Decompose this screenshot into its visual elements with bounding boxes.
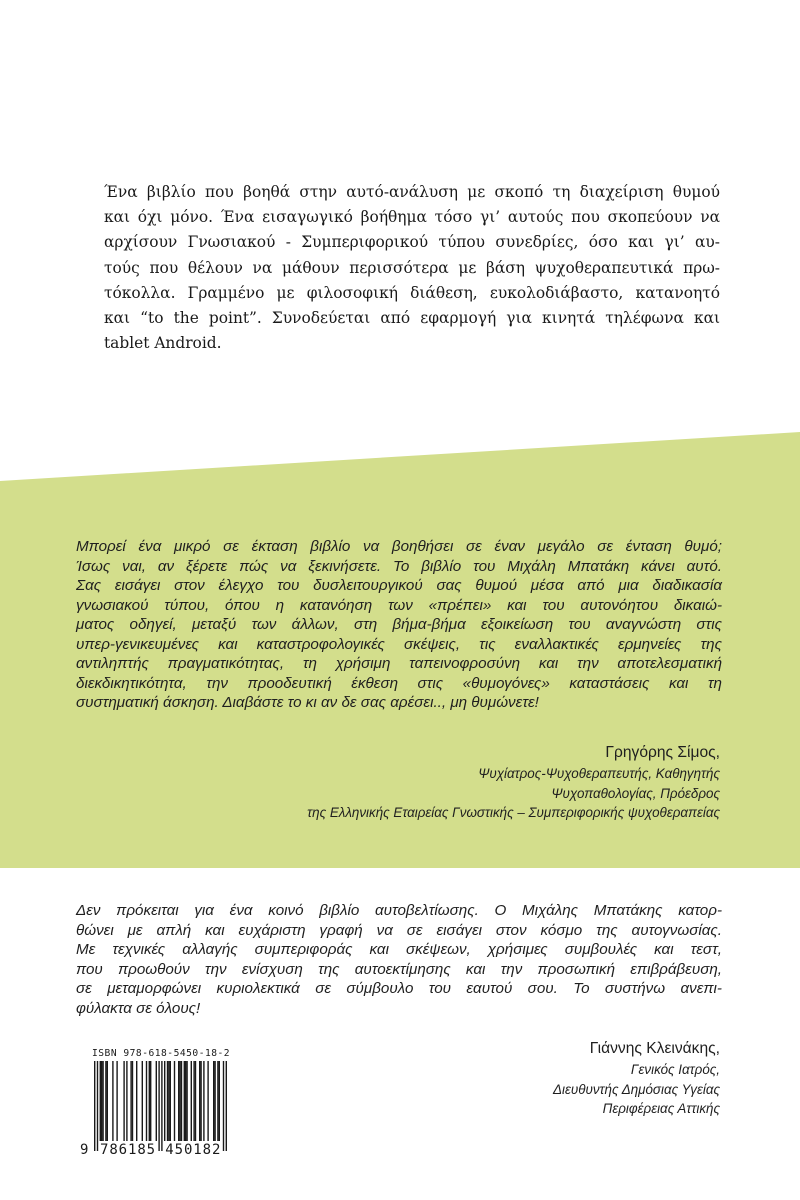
barcode-bar bbox=[136, 1061, 137, 1141]
barcode-bar bbox=[158, 1061, 159, 1151]
quote2-line: θώνει με απλή και ευχάριστη γραφή να σε εισάγει στον κόσμο της αυτογνωσίας. bbox=[76, 921, 722, 939]
quote1-line: Σας εισάγει στον έλεγχο του δυσλειτουργικού σας θυμού μέσα από μια διαδικασία bbox=[76, 577, 722, 594]
barcode-bar bbox=[156, 1061, 157, 1141]
quote2-line: σε μεταμορφώνει κυριολεκτικά σε σύμβουλο του εαυτού σου. Το συστήνω ανεπι- bbox=[76, 980, 722, 998]
barcode-bar bbox=[219, 1061, 220, 1141]
barcode-bar bbox=[150, 1061, 151, 1141]
barcode-bar bbox=[174, 1061, 175, 1141]
book-description bbox=[104, 180, 720, 356]
endorsement-signature-2 bbox=[553, 1038, 720, 1119]
barcode-bar bbox=[178, 1061, 179, 1141]
barcode-bar bbox=[142, 1061, 143, 1141]
isbn-first-digit: 9 bbox=[80, 1142, 89, 1158]
author-role: Διευθυντής Δημόσιας Υγείας bbox=[553, 1081, 720, 1097]
barcode-bar bbox=[193, 1061, 194, 1141]
author-role: Περιφέρειας Αττικής bbox=[602, 1101, 720, 1116]
quote1-line: ματος οδηγεί, μεταξύ των άλλων, στη βήμα-βήμα εξοικείωση του αναγνώστη στις bbox=[76, 616, 722, 633]
barcode-bar bbox=[185, 1061, 186, 1141]
barcode-bar bbox=[105, 1061, 106, 1141]
barcode-bar bbox=[195, 1061, 196, 1141]
barcode-bar bbox=[132, 1061, 133, 1141]
quote1-line: διεκδικητικότητα, την προοδευτική έκθεση στις «θυμογόνες» καταστάσεις και τη bbox=[76, 674, 722, 692]
quote1-line: συστηματική άσκηση. Διαβάστε το κι αν δε σας αρέσει.., μη θυμώνετε! bbox=[76, 694, 539, 711]
quote1-line: Μπορεί ένα μικρό σε έκταση βιβλίο να βοηθήσει σε έναν μεγάλο σε ένταση θυμό; bbox=[76, 538, 722, 555]
barcode-bar bbox=[123, 1061, 124, 1141]
author-name: Γρηγόρης Σίμος, bbox=[605, 744, 720, 761]
isbn-digits: 786185 450182 bbox=[100, 1142, 222, 1158]
barcode-bar bbox=[167, 1061, 168, 1141]
barcode-bar bbox=[203, 1061, 204, 1141]
barcode-bar bbox=[179, 1061, 180, 1141]
quote2-line: Με τεχνικές αλλαγής συμπεριφοράς και σκέψεων, χρήσιμες συμβουλές και τεστ, bbox=[76, 941, 722, 959]
endorsement-quote-1 bbox=[76, 537, 722, 713]
endorsement-quote-2 bbox=[76, 901, 722, 1019]
barcode-bar bbox=[191, 1061, 192, 1141]
barcode-bar bbox=[199, 1061, 200, 1141]
quote1-line: Ίσως ναι, αν ξέρετε πώς να ξεκινήσετε. Το βιβλίο του Μιχάλη Μπατάκη κάνει αυτό. bbox=[76, 557, 722, 575]
barcode-bar bbox=[149, 1061, 150, 1141]
barcode-bar bbox=[107, 1061, 108, 1141]
barcode-bar bbox=[170, 1061, 171, 1141]
intro-line: Ένα βιβλίο που βοηθά στην αυτό-ανάλυση με σκοπό τη διαχείριση θυμού bbox=[104, 183, 720, 201]
quote1-line: γνωσιακού τύπου, όπου η κατανόηση των «πρέπει» και του αυτονόητου δικαιώ- bbox=[76, 596, 722, 614]
intro-line: και όχι μόνο. Ένα εισαγωγικό βοήθημα τόσο γι’ αυτούς που σκοπεύουν να bbox=[104, 208, 720, 227]
barcode-bar bbox=[226, 1061, 227, 1151]
barcode-bar bbox=[97, 1061, 98, 1151]
author-name: Γιάννης Κλεινάκης, bbox=[589, 1040, 720, 1057]
quote1-line: υπερ-γενικευμένες και καταστροφολογικές σκέψεις, τις εναλλακτικές ερμηνείες της bbox=[76, 635, 722, 653]
barcode-bar bbox=[102, 1061, 103, 1141]
barcode-bar bbox=[146, 1061, 147, 1141]
barcode-bar bbox=[168, 1061, 169, 1141]
quote2-line: Δεν πρόκειται για ένα κοινό βιβλίο αυτοβελτίωσης. Ο Μιχάλης Μπατάκης κατορ- bbox=[76, 902, 722, 919]
barcode-bar bbox=[100, 1061, 101, 1141]
barcode-bar bbox=[223, 1061, 224, 1151]
barcode-bar bbox=[112, 1061, 113, 1141]
quote1-line: αντιληπτής πραγματικότητας, τη χρήσιμη ταπεινοφροσύνη και την αποτελεσματική bbox=[76, 655, 722, 672]
barcode-bar bbox=[200, 1061, 201, 1141]
barcode-bar bbox=[217, 1061, 218, 1141]
barcode-bar bbox=[207, 1061, 208, 1141]
barcode-bar bbox=[213, 1061, 214, 1141]
barcode-bar bbox=[94, 1061, 95, 1151]
intro-line: τόκολλα. Γραμμένο με φιλοσοφική διάθεση, ευκολοδιάβαστο, κατανοητό bbox=[104, 283, 720, 302]
quote2-line: φύλακτα σε όλους! bbox=[76, 999, 201, 1017]
barcode-bar bbox=[181, 1061, 182, 1141]
barcode-bar bbox=[130, 1061, 131, 1141]
endorsement-signature-1 bbox=[307, 742, 720, 823]
barcode-bar bbox=[214, 1061, 215, 1141]
barcode-bar bbox=[126, 1061, 127, 1141]
barcode-bar bbox=[116, 1061, 117, 1141]
intro-line: tablet Android. bbox=[104, 334, 222, 353]
barcode-bar bbox=[164, 1061, 165, 1141]
barcode-bar bbox=[161, 1061, 162, 1151]
author-role: Γενικός Ιατρός, bbox=[630, 1062, 720, 1077]
barcode-bar bbox=[184, 1061, 185, 1141]
author-role: Ψυχίατρος-Ψυχοθεραπευτής, Καθηγητής bbox=[478, 766, 720, 781]
quote2-line: που προωθούν την ενίσχυση της αυτοεκτίμησης και την προσωπική επιβράβευση, bbox=[76, 960, 722, 978]
author-role: της Ελληνικής Εταιρείας Γνωστικής – Συμπεριφορικής ψυχοθεραπείας bbox=[307, 805, 720, 820]
barcode-bar bbox=[186, 1061, 187, 1141]
intro-line: τούς που θέλουν να μάθουν περισσότερα με βάση ψυχοθεραπευτικά πρω- bbox=[104, 258, 720, 277]
intro-line: αρχίσουν Γνωσιακού - Συμπεριφορικού τύπου συνεδρίες, όσο και γι’ αυ- bbox=[104, 233, 720, 252]
intro-line: και “to the point”. Συνοδεύεται από εφαρμογή για κινητά τηλέφωνα και bbox=[104, 309, 720, 328]
isbn-label: ISBN 978-618-5450-18-2 bbox=[92, 1048, 231, 1059]
author-role: Ψυχοπαθολογίας, Πρόεδρος bbox=[551, 785, 720, 801]
barcode-bar bbox=[101, 1061, 102, 1141]
